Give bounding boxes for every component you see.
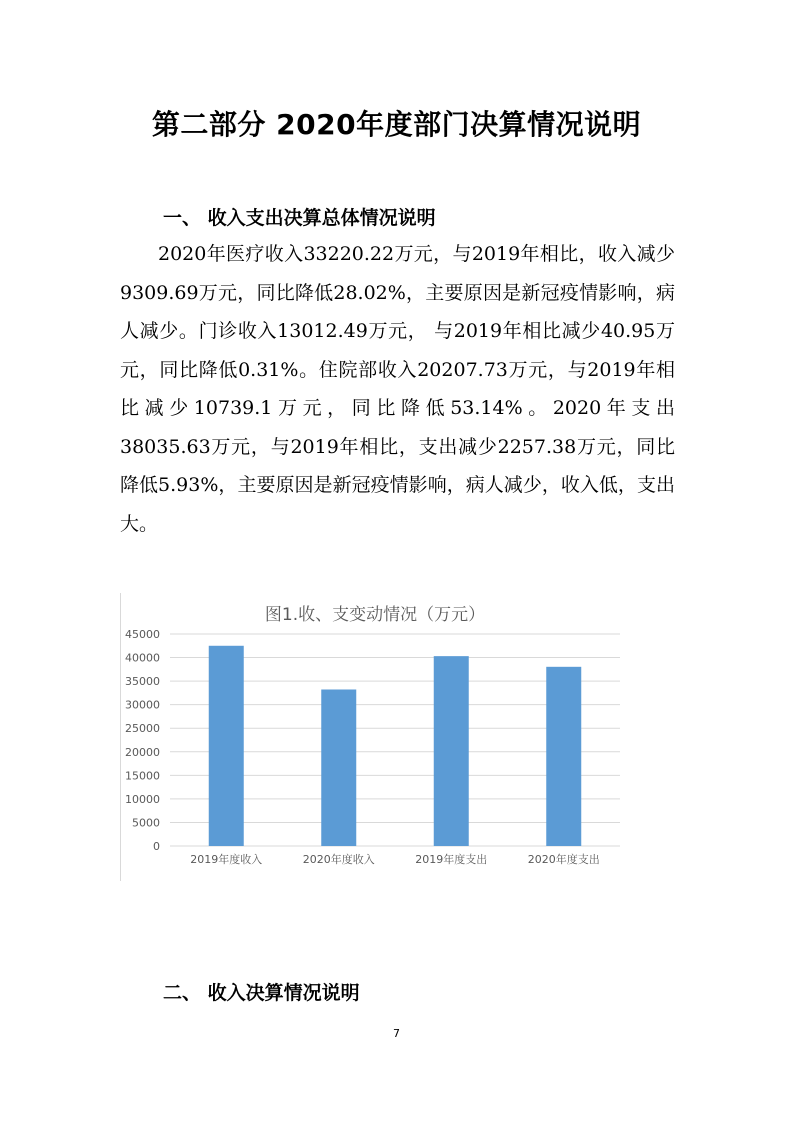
x-category-label: 2019年度支出 — [415, 853, 488, 866]
y-tick-label: 40000 — [125, 651, 160, 665]
overview-paragraph: 2020年医疗收入33220.22万元，与2019年相比，收入减少9309.69万元，同比降低28.02%，主要原因是新冠疫情影响，病人减少。门诊收入13012.49万元， 与2019年相比减少40.95万元，同比降低0.31%。住院部收入20207.73万元，与2019年相比减少10739.1万元，同比降低53.14%。2020年支出38035.63万元，与2019年相比，支出减少2257.38万元，同比降低5.93%，主要原因是新冠疫情影响，病人减少，收入低，支出大。 — [120, 243, 675, 535]
bar-3 — [434, 656, 469, 846]
chart-title: 图1.收、支变动情况（万元） — [264, 605, 486, 625]
x-category-label: 2019年度收入 — [190, 853, 263, 866]
chart-bars — [209, 646, 582, 846]
y-tick-label: 0 — [153, 840, 160, 853]
y-tick-label: 30000 — [125, 698, 160, 712]
section-heading-income-detail: 二、 收入决算情况说明 — [163, 982, 360, 1004]
y-tick-label: 5000 — [132, 816, 160, 830]
chart-x-labels — [190, 852, 600, 866]
y-tick-label: 25000 — [125, 722, 160, 736]
bar-4 — [546, 667, 581, 846]
y-tick-label: 35000 — [125, 675, 160, 689]
y-tick-label: 20000 — [125, 745, 160, 759]
page-number: 7 — [393, 1027, 400, 1040]
y-tick-label: 15000 — [125, 769, 160, 783]
bar-1 — [209, 646, 244, 846]
x-category-label: 2020年度收入 — [302, 853, 375, 866]
x-category-label: 2020年度支出 — [527, 853, 600, 866]
chart-y-ticks — [125, 628, 160, 853]
bar-chart-svg — [120, 593, 640, 881]
page-title: 第二部分 2020年度部门决算情况说明 — [151, 108, 642, 141]
bar-2 — [321, 689, 356, 846]
y-tick-label: 10000 — [125, 792, 160, 806]
section-heading-income-expense-overview: 一、 收入支出决算总体情况说明 — [163, 207, 436, 229]
income-expense-chart — [120, 593, 640, 881]
y-tick-label: 45000 — [125, 628, 160, 641]
